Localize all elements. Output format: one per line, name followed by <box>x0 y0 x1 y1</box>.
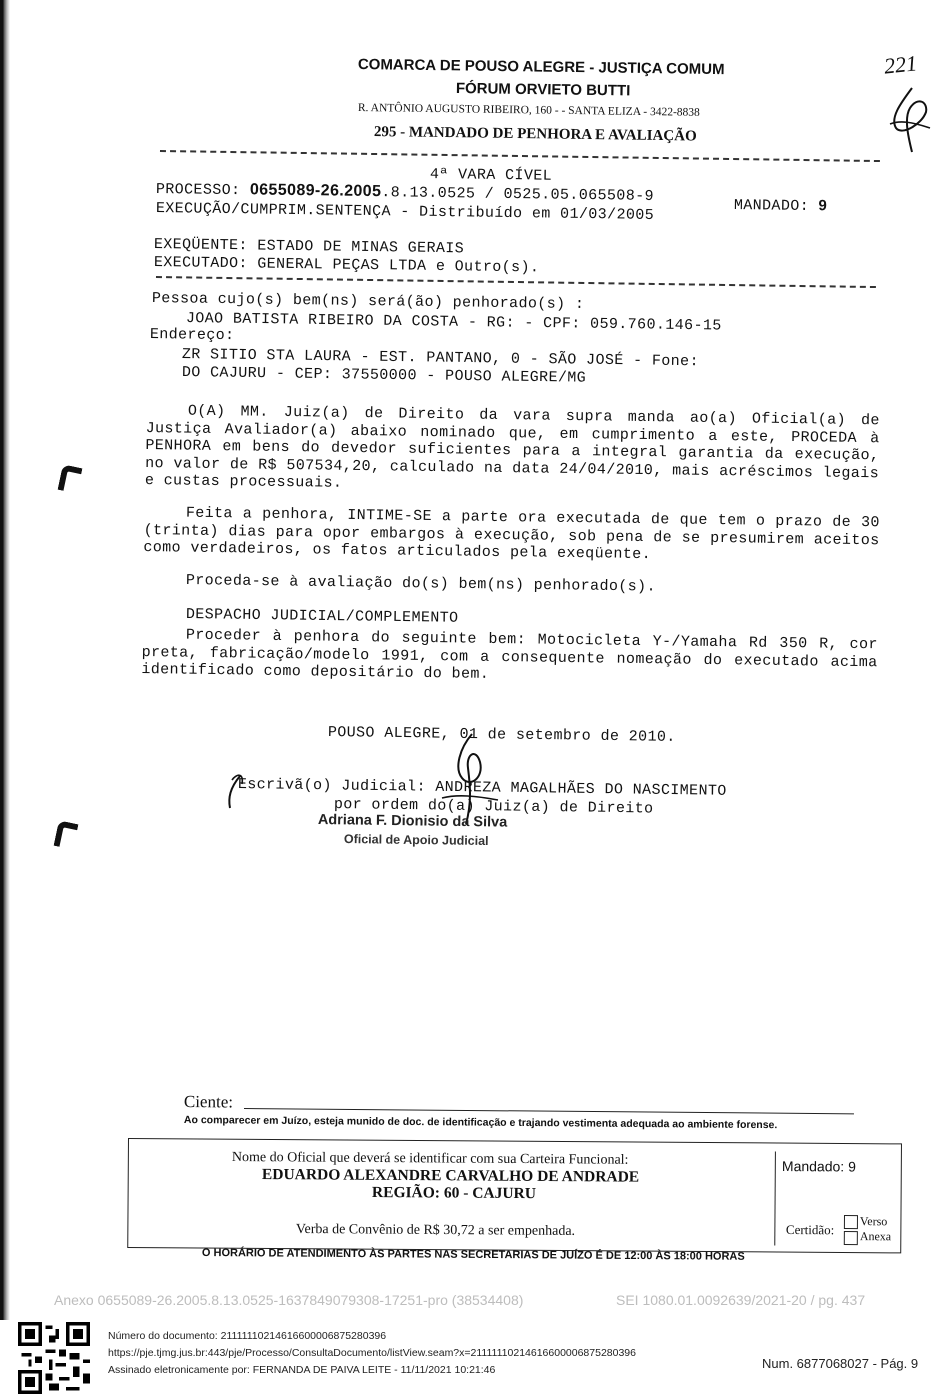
stamp-name: Adriana F. Dionisio da Silva <box>317 812 508 831</box>
handwritten-initials <box>882 84 936 156</box>
oficial-nome: EDUARDO ALEXANDRE CARVALHO DE ANDRADE <box>261 1166 640 1186</box>
divider-top <box>160 150 880 162</box>
exequente: EXEQÜENTE: ESTADO DE MINAS GERAIS <box>153 236 465 258</box>
checkbox-verso[interactable] <box>844 1215 858 1229</box>
processo-type: EXECUÇÃO/CUMPRIM.SENTENÇA - Distribuído em 01/03/2005 <box>155 200 655 224</box>
anexa-label: Anexa <box>859 1229 892 1244</box>
mandado-label: MANDADO: <box>733 196 810 216</box>
comparecimento-notice: Ao comparecer em Juízo, esteja munido de doc. de identificação e trajando vestimenta adequada ao ambiente forense. <box>183 1114 778 1132</box>
processo-label: PROCESSO: <box>155 180 241 200</box>
processo-number-rest: .8.13.0525 / 0525.05.065508-9 <box>381 184 655 205</box>
scan-edge <box>0 0 10 1320</box>
endereco-label: Endereço: <box>149 326 235 345</box>
horario-atendimento: O HORÁRIO DE ATENDIMENTO ÀS PARTES NAS SECRETARIAS DE JUÍZO É DE 12:00 ÀS 18:00 HORAS <box>201 1247 745 1263</box>
verso-label: Verso <box>859 1214 888 1229</box>
pessoa-label: Pessoa cujo(s) bem(ns) será(ão) penhorado(s) : <box>151 290 585 314</box>
document-title: 295 - MANDADO DE PENHORA E AVALIAÇÃO <box>373 124 697 145</box>
verba-convenio: Verba de Convênio de R$ 30,72 a ser empenhada. <box>295 1222 576 1239</box>
certidao-label: Certidão: <box>785 1222 835 1238</box>
certidao-options <box>844 1214 892 1245</box>
court-name: COMARCA DE POUSO ALEGRE - JUSTIÇA COMUM <box>357 56 725 79</box>
court-address: R. ANTÔNIO AUGUSTO RIBEIRO, 160 - - SANTA ELIZA - 3422-8838 <box>357 102 700 119</box>
paragraph-intimacao: Feita a penhora, INTIME-SE a parte ora executada de que tem o prazo de 30 (trinta) dias para opor embargos à execução, sob pena de se presumirem aceitos como verdadeiros, os fatos articulados pela exeqüente. <box>143 504 880 564</box>
numero-documento: Número do documento: 21111110214616600006875280396 <box>108 1330 387 1342</box>
mandado-line <box>734 196 828 215</box>
punch-mark-lower <box>54 820 79 850</box>
endereco-line-2: DO CAJURU - CEP: 37550000 - POUSO ALEGRE/MG <box>181 364 587 387</box>
documento-url[interactable]: https://pje.tjmg.jus.br:443/pje/Processo/ConsultaDocumento/listView.seam?x=21111110214616600006875280396 <box>108 1347 636 1359</box>
oficial-regiao: REGIÃO: 60 - CAJURU <box>371 1184 537 1203</box>
paragraph-avaliacao: Proceda-se à avaliação do(s) bem(ns) penhorado(s). <box>185 572 657 596</box>
sei-watermark: SEI 1080.01.0092639/2021-20 / pg. 437 <box>616 1292 866 1308</box>
stamp-role: Oficial de Apoio Judicial <box>343 832 489 849</box>
num-pagina: Num. 6877068027 - Pág. 9 <box>762 1356 919 1371</box>
vara: 4ª VARA CÍVEL <box>429 166 553 185</box>
option-anexa[interactable] <box>844 1229 891 1245</box>
ciente-label: Ciente: <box>183 1092 234 1112</box>
ciente-line <box>244 1108 854 1114</box>
date-line: POUSO ALEGRE, 01 de setembro de 2010. <box>327 724 676 746</box>
divider-middle <box>156 276 876 288</box>
checkbox-anexa[interactable] <box>844 1230 858 1244</box>
pessoa-nome: JOAO BATISTA RIBEIRO DA COSTA - RG: - CPF: 059.760.146-15 <box>185 310 722 335</box>
qr-code-icon <box>18 1322 90 1394</box>
forum-name: FÓRUM ORVIETO BUTTI <box>455 80 631 100</box>
executado: EXECUTADO: GENERAL PEÇAS LTDA e Outro(s). <box>153 254 540 277</box>
ordem-line: por ordem do(a) Juiz(a) de Direito <box>333 796 654 818</box>
punch-mark-upper <box>58 464 83 494</box>
mandado-number: 9 <box>818 197 828 215</box>
endereco-line-1: ZR SITIO STA LAURA - EST. PANTANO, 0 - SÃO JOSÉ - Fone: <box>181 346 700 371</box>
escriva-line: Escrivã(o) Judicial: ANDREZA MAGALHÃES DO NASCIMENTO <box>237 776 727 800</box>
paragraph-penhora: O(A) MM. Juiz(a) de Direito da vara supra manda ao(a) Oficial(a) de Justiça Avaliador(a) abaixo nominado que, em cumprimento a este, PROCEDA à PENHORA em bens do devedor suficientes para a integral garantia da execução, no valor de R$ 507534,20, calculado na data 24/04/2010, mais acréscimos legais e custas processuais. <box>144 402 880 492</box>
mandado-box-label: Mandado: 9 <box>781 1158 856 1175</box>
processo-number: 0655089-26.2005 <box>249 181 382 201</box>
handwritten-page-number: 221 <box>882 50 919 79</box>
assinatura-eletronica: Assinado eletronicamente por: FERNANDA DE PAIVA LEITE - 11/11/2021 10:21:46 <box>108 1364 496 1376</box>
paragraph-despacho: Proceder à penhora do seguinte bem: Motocicleta Y-/Yamaha Rd 350 R, cor preta, fabricação/modelo 1991, com a consequente nomeação do executado acima identificado como depositário do bem. <box>141 626 878 683</box>
oficial-label: Nome do Oficial que deverá se identificar com sua Carteira Funcional: <box>231 1150 629 1168</box>
anexo-watermark: Anexo 0655089-26.2005.8.13.0525-1637849079308-17251-pro (38534408) <box>54 1292 524 1308</box>
option-verso[interactable] <box>844 1214 891 1230</box>
despacho-title: DESPACHO JUDICIAL/COMPLEMENTO <box>185 606 459 627</box>
